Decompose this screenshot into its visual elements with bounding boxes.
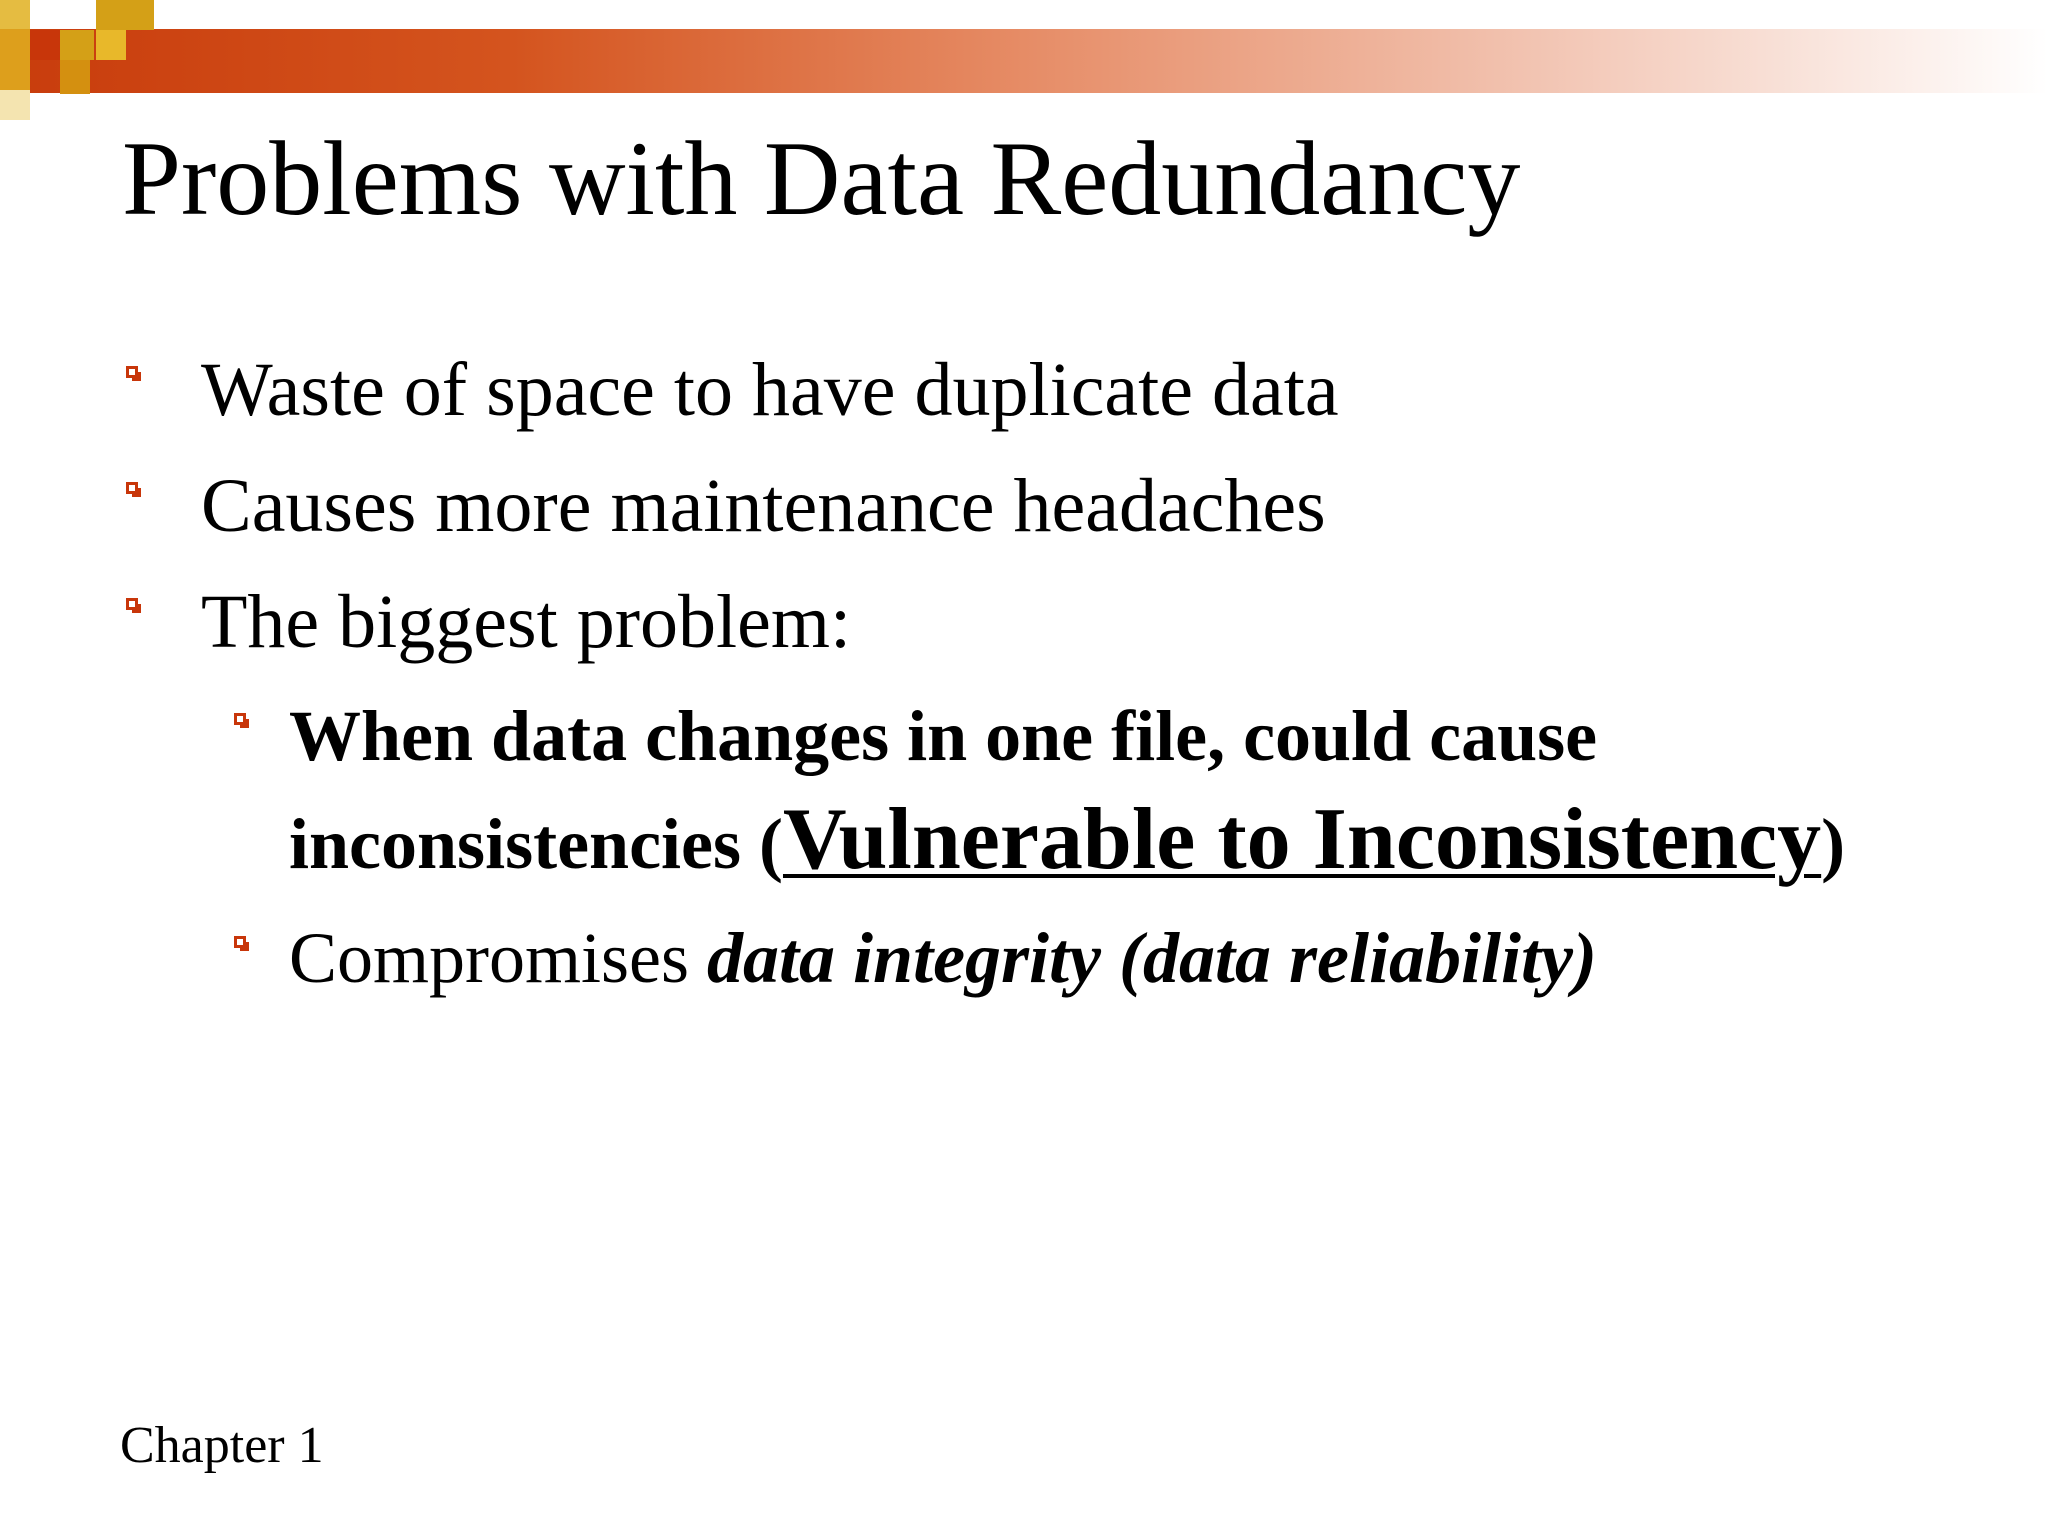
sub-bullet-prefix: Compromises (289, 918, 708, 998)
header-square-gold-top (96, 0, 154, 30)
square-bullet-icon (126, 482, 138, 494)
sub-bullet-line2 (289, 791, 1846, 888)
square-bullet-icon (126, 598, 138, 610)
header-square-gold-small (96, 30, 126, 60)
footer-chapter: Chapter 1 (120, 1417, 324, 1474)
sub-bullet-line1: When data changes in one file, could cause (289, 696, 1598, 776)
header-square-gold-mid (60, 30, 94, 60)
square-bullet-icon (234, 936, 246, 948)
sub-bullet-line2-prefix: inconsistencies ( (289, 804, 783, 884)
bullet-text: Waste of space to have duplicate data (201, 348, 1339, 432)
header-square-orange (60, 60, 90, 94)
sub-bullet-line2-suffix: ) (1821, 804, 1846, 884)
header-square-pale (0, 90, 30, 120)
square-bullet-icon (234, 713, 246, 725)
slide-title: Problems with Data Redundancy (122, 120, 1521, 237)
emphasis-vulnerable: Vulnerable to Inconsistency (782, 791, 1822, 888)
sub-bullet-text (289, 918, 1597, 998)
header-gradient-band (0, 29, 2048, 93)
header-square-red (30, 30, 60, 60)
header-square-gold-left (0, 0, 30, 90)
bullet-text: The biggest problem: (201, 580, 852, 664)
square-bullet-icon (126, 366, 138, 378)
emphasis-data-integrity: data integrity (data reliability) (707, 918, 1597, 998)
bullet-text: Causes more maintenance headaches (201, 464, 1326, 548)
